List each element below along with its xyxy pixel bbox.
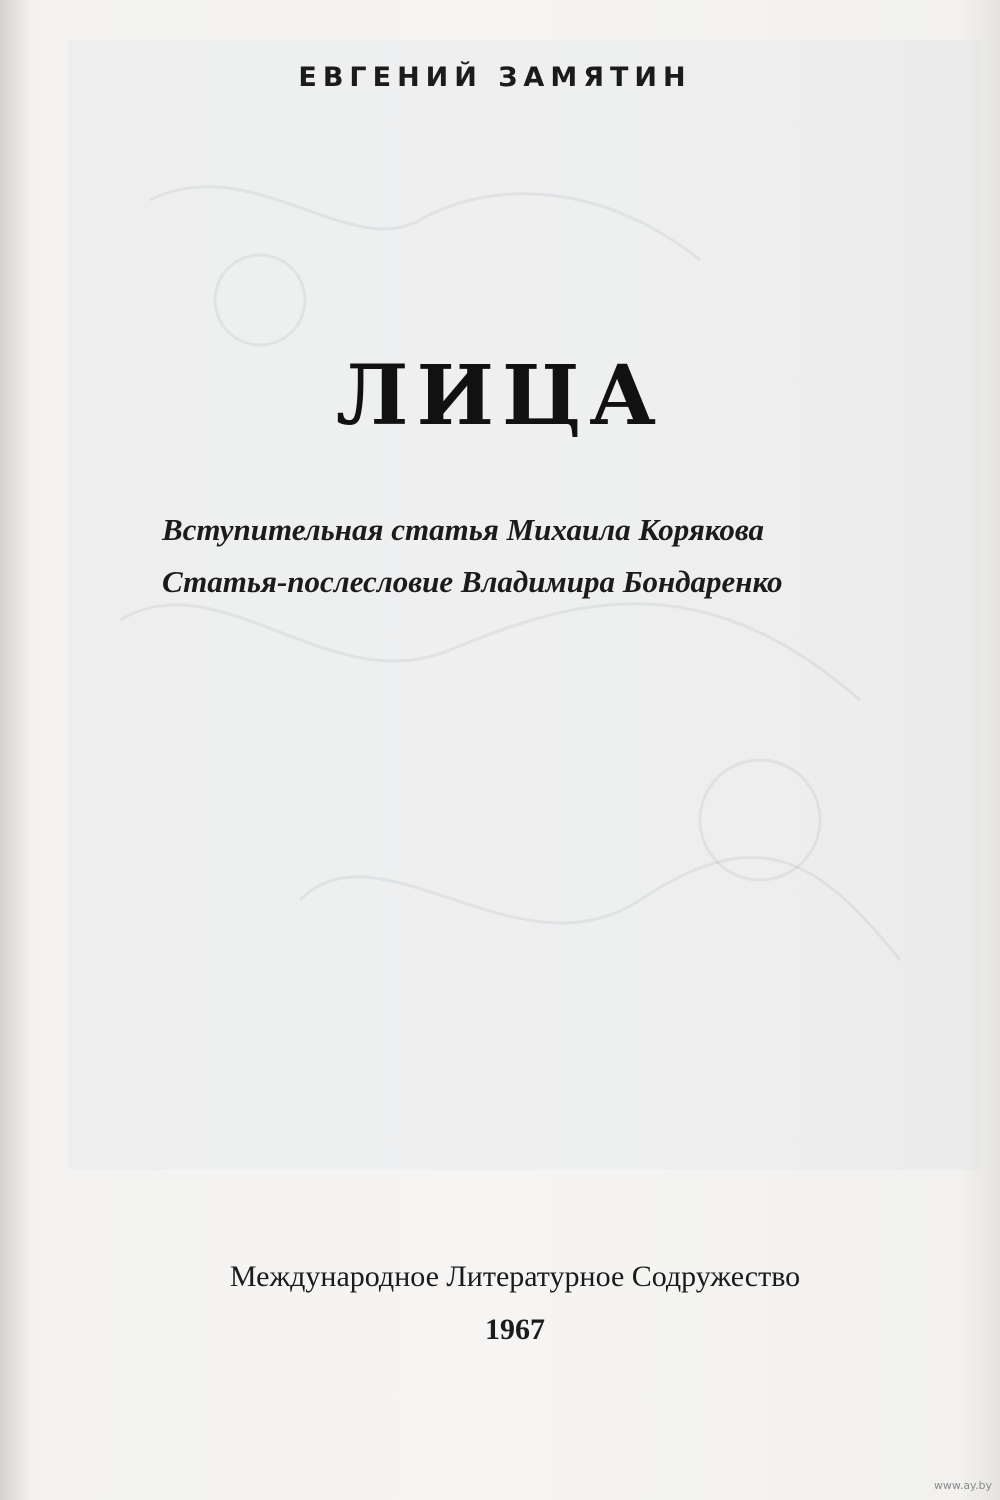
book-title: ЛИЦА bbox=[335, 348, 664, 444]
publisher-name: Международное Литературное Содружество bbox=[229, 1260, 801, 1293]
credit-introduction: Вступительная статья Михаила Корякова bbox=[162, 512, 764, 547]
site-watermark: www.ay.by bbox=[933, 1479, 992, 1492]
publication-year: 1967 bbox=[485, 1313, 545, 1346]
credit-afterword: Статья-послесловие Владимира Бондаренко bbox=[162, 564, 783, 599]
author-name: ЕВГЕНИЙ ЗАМЯТИН bbox=[298, 62, 692, 93]
